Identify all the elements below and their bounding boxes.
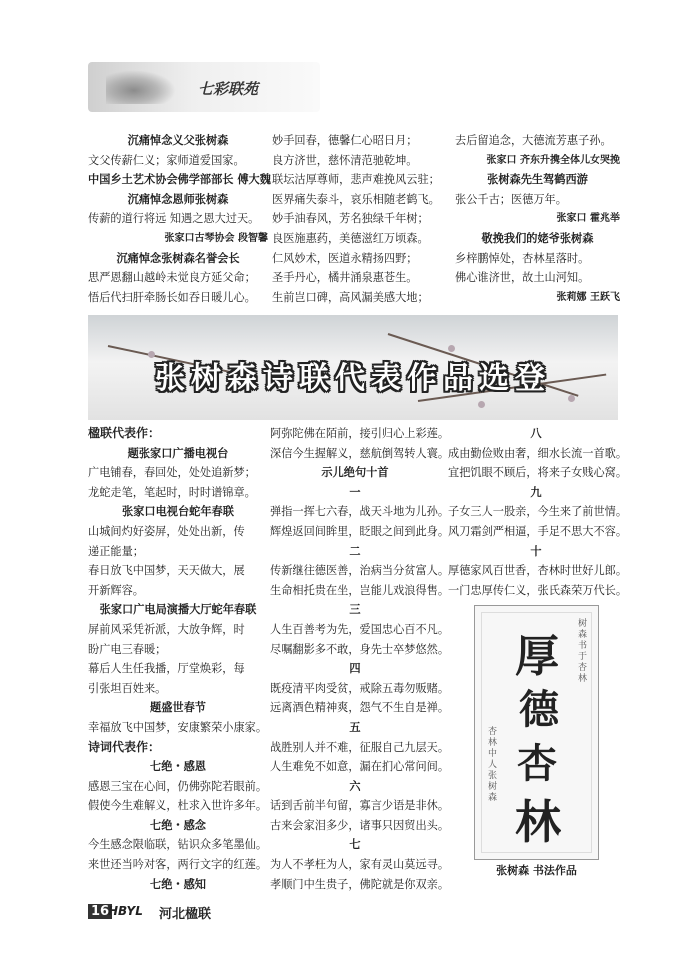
plum-blossom	[448, 345, 455, 352]
verse-line: 悟后代扫肝牵肠长如吞日暖儿心。	[88, 290, 256, 304]
verse-line: 深信今生握解义，慈航倒驾转人寰。	[270, 446, 450, 460]
verse-title: 敬挽我们的姥爷张树森	[481, 231, 594, 245]
verse-line: 感恩三宝在心间，仍佛弥陀若眼前。	[88, 779, 268, 793]
section-banner	[88, 62, 320, 112]
verse-line: 人生百善考为先，爱国忠心百不凡。	[270, 622, 450, 636]
verse-line: 乡梓鹏悼处，杏林星落时。	[455, 251, 590, 265]
verse-title: 五	[349, 720, 361, 734]
verse-line: 古来会家泪多少，诸事只因贸出头。	[270, 818, 450, 832]
verse-line: 医界痛失泰斗，哀乐相随老鹤飞。	[272, 192, 440, 206]
verse-line: 阿弥陀佛在陌前，接引归心上彩莲。	[270, 427, 450, 440]
bottom-column-middle	[270, 424, 450, 894]
verse-title: 九	[530, 485, 542, 499]
verse-line: 为人不孝枉为人，家有灵山莫远寻。	[270, 858, 450, 872]
publication-name: 河北楹联	[159, 907, 212, 922]
verse-line: 去后留追念，大德流芳惠子孙。	[455, 134, 612, 147]
calligraphy-char: 杏	[517, 740, 557, 787]
verse-title: 张家口 齐东升携全体儿女哭挽	[486, 154, 620, 166]
verse-line: 人生难免不如意，漏在扪心常问间。	[270, 760, 450, 774]
verse-line: 成由勤俭败由奢，细水长流一首歌。	[448, 446, 628, 460]
verse-line: 弹指一挥七六春，战天斗地为儿孙。	[270, 505, 450, 519]
ink-fish-decoration	[106, 70, 176, 104]
verse-line: 妙手回春，德馨仁心昭日月；	[272, 134, 418, 147]
calligraphy-inscription: 树森书于杏林	[576, 618, 586, 684]
verse-title: 沉痛悼念恩师张树森	[127, 192, 229, 206]
verse-title: 题张家口广播电视台	[127, 446, 229, 460]
verse-line: 引张坦百姓来。	[88, 681, 167, 695]
verse-title: 中国乡土艺术协会佛学部部长 傅大魏	[88, 173, 271, 187]
section-heading: 诗词代表作：	[88, 739, 161, 754]
verse-line: 风刀霜剑严相逼，手足不思大不容。	[448, 524, 628, 538]
verse-title: 七绝・感念	[150, 818, 206, 832]
verse-title: 七绝・感恩	[150, 760, 206, 774]
bottom-column-left	[88, 424, 268, 894]
calligraphy-char: 德	[519, 686, 559, 733]
verse-line: 龙蛇走笔，笔起时，时时谱锦章。	[88, 485, 256, 499]
bottom-column-right	[448, 424, 628, 600]
verse-line: 话到舌前半句留，寡言少语是非休。	[270, 799, 450, 813]
verse-line: 生前岂口碑，高风漏美感大地；	[272, 290, 429, 304]
verse-line: 佛心谁济世，故土山河知。	[455, 271, 590, 285]
verse-title: 张家口电视台蛇年春联	[122, 505, 234, 519]
verse-line: 仁风妙术，医道永精扬四野；	[272, 251, 418, 265]
verse-line: 宜把饥眼不顾后，将来子女贱心窝。	[448, 466, 628, 480]
verse-title: 题盛世春节	[150, 701, 206, 715]
verse-title: 七绝・感知	[150, 877, 206, 891]
verse-title: 六	[349, 779, 361, 793]
verse-line: 山城间灼好姿屏，处处出新，传	[88, 524, 245, 538]
verse-line: 文父传薪仁义；家师道爱国家。	[88, 153, 245, 167]
verse-line: 圣手丹心，橘井涌泉惠苍生。	[272, 271, 418, 285]
verse-line: 开新辉容。	[88, 583, 144, 597]
page-number: 16	[88, 904, 112, 919]
verse-line: 生命相托贵在坐，岂能儿戏浪得售。	[270, 583, 450, 597]
verse-line: 良方济世，慈怀清范驰乾坤。	[272, 153, 418, 167]
verse-title: 张莉娜 王跃飞	[556, 291, 620, 303]
verse-line: 孝顺门中生贵子，佛陀就是你双亲。	[270, 877, 450, 891]
verse-line: 良医施惠药，美德滋红万顷森。	[272, 231, 429, 245]
verse-line: 递正能量；	[88, 544, 144, 558]
verse-line: 联坛沽厚尊师，悲声难挽风云驻；	[272, 173, 440, 187]
calligraphy-char: 厚	[515, 631, 559, 682]
verse-title: 沉痛悼念张树森名誉会长	[116, 251, 240, 265]
top-column-right	[455, 131, 620, 307]
verse-line: 张公千古；医德万年。	[455, 192, 567, 206]
verse-title: 十	[530, 544, 542, 558]
verse-title: 张家口古琴协会 段智馨	[164, 232, 268, 244]
verse-line: 假使今生难解义，杜求入世许多年。	[88, 799, 268, 813]
section-banner-title: 七彩联苑	[198, 80, 259, 98]
verse-line: 既疫清平肉受贫，戒除五毒勿贩赌。	[270, 681, 450, 695]
hero-banner	[88, 315, 618, 420]
verse-title: 四	[349, 662, 361, 676]
calligraphy-signature: 杏林中人张树森	[486, 726, 496, 803]
verse-line: 妙手油春风，芳名独绿千年树；	[272, 212, 429, 226]
verse-title: 二	[349, 544, 361, 558]
section-heading: 楹联代表作：	[88, 426, 161, 440]
verse-title: 示儿绝句十首	[321, 466, 389, 480]
publication-logo: HBYL	[108, 904, 143, 918]
verse-title: 八	[530, 427, 542, 440]
verse-line: 盼广电三春暖；	[88, 642, 167, 656]
top-column-middle	[272, 131, 452, 307]
verse-line: 今生感念限临联，钻识众多笔墨仙。	[88, 838, 268, 852]
verse-line: 尽嘱翻影多不敢，身先士卒梦悠然。	[270, 642, 450, 656]
verse-title: 张树森先生驾鹤西游	[487, 173, 588, 187]
verse-line: 子女三人一股亲，今生来了前世情。	[448, 505, 628, 519]
verse-title: 张家口 霍兆举	[556, 213, 620, 225]
hero-title: 张树森诗联代表作品选登	[155, 361, 551, 396]
calligraphy-caption: 张树森 书法作品	[496, 864, 577, 877]
verse-title: 沉痛悼念义父张树森	[127, 134, 229, 147]
verse-line: 屏前风采凭祈派，大放争辉，时	[88, 622, 245, 636]
verse-line: 战胜别人并不难，征服自己九层天。	[270, 740, 450, 754]
verse-title: 张家口广电局演播大厅蛇年春联	[99, 603, 257, 617]
verse-line: 远离酒色精神爽，怨气不生自是禅。	[270, 701, 450, 715]
verse-line: 幕后人生任我播，厅堂焕彩，每	[88, 662, 245, 676]
calligraphy-char: 林	[515, 795, 561, 849]
verse-line: 思严恩翻山越岭未觉良方延父命；	[88, 271, 256, 285]
verse-line: 幸福放飞中国梦，安康繁荣小康家。	[88, 720, 268, 734]
verse-line: 厚德家风百世香，杏林时世好儿郎。	[448, 564, 628, 578]
verse-line: 广电铺春，春回处，处处追新梦；	[88, 466, 256, 480]
verse-title: 七	[349, 838, 361, 852]
verse-line: 来世还当吟对客，两行文字的红莲。	[88, 858, 268, 872]
verse-line: 春日放飞中国梦，天天做大，展	[88, 564, 245, 578]
plum-blossom	[478, 401, 485, 408]
verse-line: 传新继往德医善，治病当分贫富人。	[270, 564, 450, 578]
verse-line: 一门忠厚传仁义，张氏森荣万代长。	[448, 583, 628, 597]
verse-title: 一	[349, 485, 361, 499]
verse-title: 三	[349, 603, 361, 617]
top-column-left	[88, 131, 271, 307]
verse-line: 传薪的道行将远 知遇之恩大过天。	[88, 212, 260, 226]
calligraphy-artwork	[474, 605, 599, 860]
verse-line: 辉煌返回间眸里，眨眼之间到此身。	[270, 524, 450, 538]
